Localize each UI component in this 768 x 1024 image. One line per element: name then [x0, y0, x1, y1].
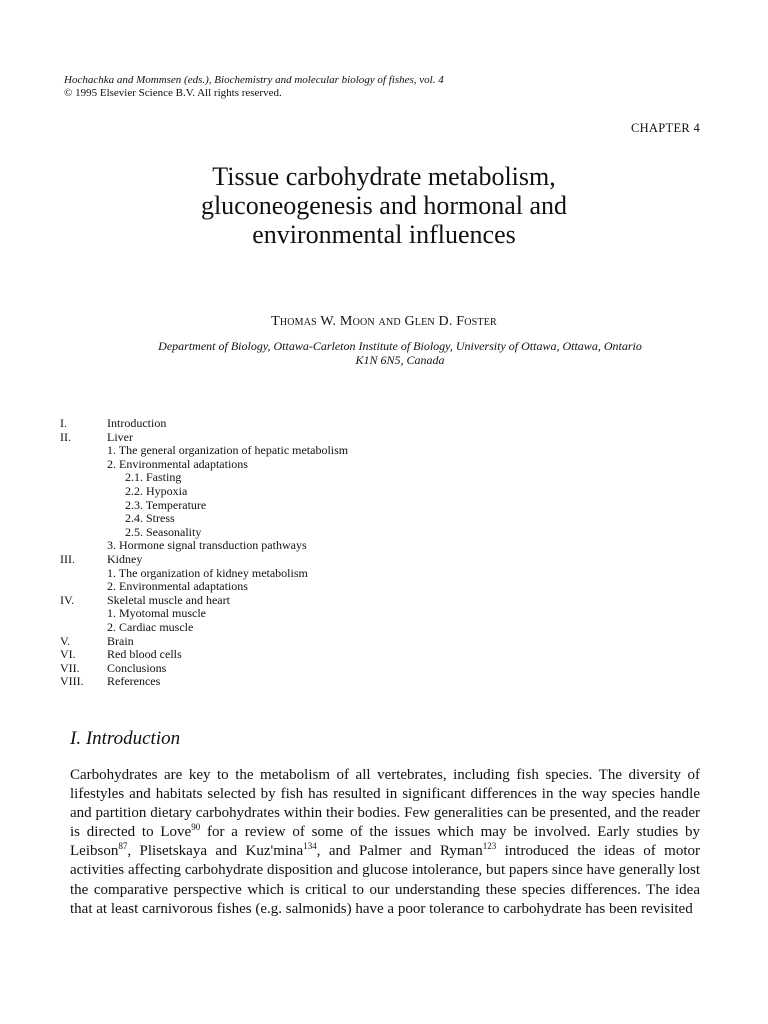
- affiliation-line-2: K1N 6N5, Canada: [355, 353, 445, 367]
- toc-entry-number: [60, 485, 107, 499]
- toc-entry: [60, 594, 348, 608]
- toc-entry: [60, 635, 348, 649]
- toc-entry-text: 3. Hormone signal transduction pathways: [107, 538, 307, 553]
- toc-entry-text: 1. Myotomal muscle: [107, 606, 206, 621]
- toc-entry: [60, 526, 348, 540]
- toc-entry-number: [60, 512, 107, 526]
- toc-entry-number: [60, 621, 107, 635]
- toc-entry: [60, 675, 348, 689]
- toc-entry: [60, 553, 348, 567]
- toc-entry: [60, 417, 348, 431]
- book-source-line: Hochachka and Mommsen (eds.), Biochemistry and molecular biology of fishes, vol. 4: [64, 74, 444, 86]
- paragraph-text: Carbohydrates are key to the metabolism of all vertebrates, including fish species. The diversity of lifestyles and habitats selected by fish has resulted in significant differences in the way species handle and partition dietary carbohydrates within their bodies. Few generalities can be presented, and the reader is directed to Love: [70, 767, 700, 841]
- paragraph-text: introduced the ideas of motor activities affecting carbohydrate disposition and glucose intolerance, but papers since have generally lost the comparative perspective which is critical to our understanding these species differences. The idea that at least carnivorous fishes (e.g. salmonids) have a poor tolerance to carbohydrate has been revisited: [70, 843, 700, 917]
- toc-entry-text: 2.4. Stress: [125, 511, 175, 526]
- copyright-line: © 1995 Elsevier Science B.V. All rights reserved.: [64, 87, 282, 99]
- title-line-1: Tissue carbohydrate metabolism,: [212, 162, 556, 191]
- authors: Thomas W. Moon and Glen D. Foster: [271, 314, 497, 329]
- toc-entry-number: [60, 471, 107, 485]
- toc-entry-text: 1. The general organization of hepatic metabolism: [107, 443, 349, 458]
- reference-number: 90: [191, 822, 201, 833]
- toc-entry-number: III.: [60, 551, 75, 566]
- chapter-label: CHAPTER 4: [630, 121, 700, 135]
- toc-entry-number: [60, 539, 107, 553]
- toc-entry-text: Conclusions: [107, 660, 167, 675]
- toc-entry-number: VII.: [60, 660, 80, 675]
- toc-entry-number: I.: [60, 416, 67, 430]
- toc-entry-text: 2.3. Temperature: [125, 497, 207, 512]
- reference-number: 87: [118, 841, 128, 852]
- toc-entry-text: Introduction: [107, 416, 167, 430]
- toc-entry: [60, 567, 348, 581]
- toc-entry-text: 2. Cardiac muscle: [107, 619, 194, 634]
- toc-entry-number: [60, 444, 107, 458]
- running-header: [64, 74, 444, 100]
- title-line-2: gluconeogenesis and hormonal and: [200, 191, 568, 220]
- toc-entry: [60, 662, 348, 676]
- reference-number: 123: [482, 841, 497, 852]
- toc-entry: [60, 499, 348, 513]
- toc-entry-text: Skeletal muscle and heart: [107, 592, 230, 607]
- toc-entry-text: Liver: [107, 429, 133, 444]
- toc-entry-number: [60, 567, 107, 581]
- toc-entry: [60, 431, 348, 445]
- title-line-3: environmental influences: [252, 220, 516, 249]
- toc-entry: [60, 607, 348, 621]
- section-heading: I. Introduction: [70, 728, 181, 749]
- intro-paragraph: [70, 766, 700, 919]
- toc-entry-number: IV.: [60, 592, 75, 607]
- paragraph-text: , Plisetskaya and Kuz'mina: [127, 843, 304, 860]
- toc-entry: [60, 485, 348, 499]
- toc-entry: [60, 539, 348, 553]
- toc-entry-text: Red blood cells: [107, 647, 182, 662]
- toc-entry: [60, 648, 348, 662]
- toc-entry-text: 1. The organization of kidney metabolism: [107, 565, 308, 580]
- toc-entry: [60, 444, 348, 458]
- toc-entry: [60, 621, 348, 635]
- toc-entry-number: [60, 607, 107, 621]
- toc-entry-number: VIII.: [60, 674, 84, 689]
- toc-entry-number: V.: [60, 633, 71, 648]
- chapter-title: [0, 162, 768, 249]
- toc-entry-number: [60, 499, 107, 513]
- toc-entry-text: Kidney: [107, 551, 143, 566]
- paragraph-text: for a review of some of the issues which may be involved. Early studies by Leibson: [70, 824, 701, 860]
- toc-entry-number: VI.: [60, 647, 76, 662]
- reference-number: 134: [303, 841, 317, 852]
- toc-entry-text: 2.1. Fasting: [125, 470, 182, 485]
- paragraph-text: , and Palmer and Ryman: [316, 843, 483, 860]
- toc-entry-text: 2.5. Seasonality: [125, 524, 202, 539]
- toc-entry-text: 2. Environmental adaptations: [107, 579, 248, 594]
- toc-entry-number: [60, 580, 107, 594]
- affiliation: [60, 339, 740, 367]
- toc-entry-number: II.: [60, 429, 71, 444]
- affiliation-line-1: Department of Biology, Ottawa-Carleton Institute of Biology, University of Ottawa, Ottawa, Ontario: [158, 339, 642, 353]
- toc-entry-number: [60, 526, 107, 540]
- toc-entry-text: References: [107, 674, 161, 689]
- toc-entry-text: 2.2. Hypoxia: [125, 483, 188, 498]
- toc-entry-number: [60, 458, 107, 472]
- toc-entry: [60, 580, 348, 594]
- toc-entry-text: Brain: [107, 633, 134, 648]
- toc-entry: [60, 512, 348, 526]
- toc-entry: [60, 458, 348, 472]
- toc-entry: [60, 471, 348, 485]
- table-of-contents: [60, 417, 348, 689]
- toc-entry-text: 2. Environmental adaptations: [107, 456, 248, 471]
